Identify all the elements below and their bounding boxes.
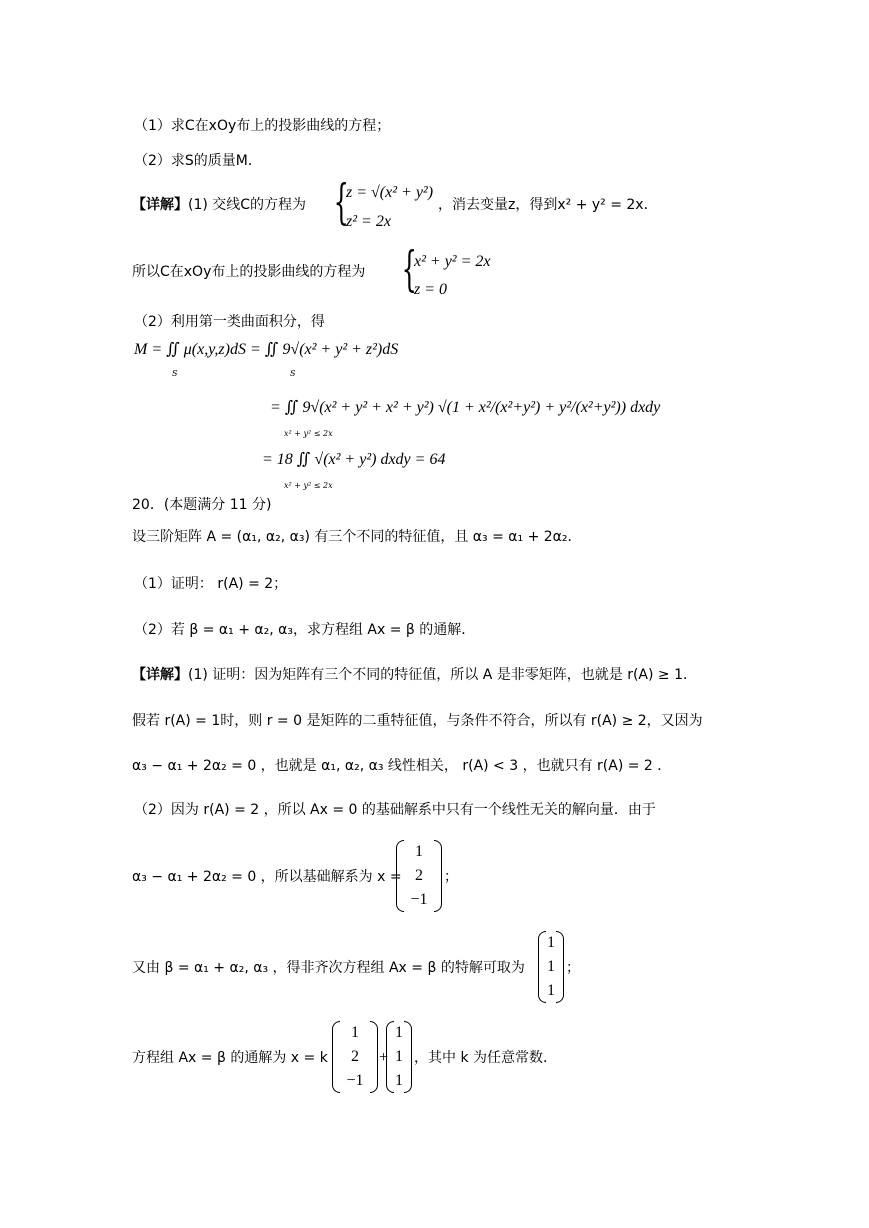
- q20-detail-label: 【详解】: [132, 667, 188, 683]
- q20-part1: （1）证明： r(A) = 2；: [134, 576, 288, 592]
- general-basis-entry-2: 2: [351, 1048, 359, 1065]
- general-particular-entry-1: 1: [395, 1024, 403, 1041]
- q19-detail1-b: ，消去变量z，得到x² + y² = 2x．: [438, 197, 658, 213]
- general-basis-entry-1: 1: [351, 1024, 359, 1041]
- q20-detail1-text: (1) 证明：因为矩阵有三个不同的特征值，所以 A 是非零矩阵，也就是 r(A) ≥ 1．: [188, 667, 698, 683]
- q19-part2-text: （2）利用第一类曲面积分，得: [134, 314, 325, 330]
- mass-formula-1: M = ∬ μ(x,y,z)dS = ∬ 9√(x² + y² + z²)dS: [134, 341, 399, 358]
- particular-vector-entry-3: 1: [547, 982, 555, 999]
- detail-label: 【详解】: [132, 197, 188, 213]
- semicolon-1: ；: [444, 869, 458, 885]
- q20-detail3: α₃ − α₁ + 2α₂ = 0 ，也就是 α₁, α₂, α₃ 线性相关， r(A) < 3 ，也就只有 r(A) = 2 ．: [132, 758, 672, 774]
- semicolon-2: ；: [566, 960, 580, 976]
- q19-part1-text: （1）求C在xOy布上的投影曲线的方程；: [134, 118, 391, 134]
- q20-detail-line1: [132, 665, 697, 685]
- system-brace: {: [333, 174, 349, 230]
- q20-detail2: 假若 r(A) = 1时，则 r = 0 是矩阵的二重特征值，与条件不符合，所以有 r(A) ≥ 2，又因为: [132, 713, 703, 729]
- q19-part1: [134, 116, 390, 136]
- q19-sys1-row2: z² = 2x: [346, 213, 391, 230]
- q20-detail5: α₃ − α₁ + 2α₂ = 0 ，所以基础解系为 x =: [132, 869, 402, 885]
- q20-detail7-b: ，其中 k 为任意常数．: [414, 1050, 558, 1066]
- plus-sign: +: [379, 1049, 389, 1066]
- q19-proj-text: 所以C在xOy布上的投影曲线的方程为: [132, 264, 366, 280]
- basis-vector-entry-1: 1: [415, 843, 423, 860]
- general-particular-entry-2: 1: [395, 1048, 403, 1065]
- mass-formula-2: = ∬ 9√(x² + y² + x² + y²) √(1 + x²/(x²+y²) + y²/(x²+y²)) dxdy: [270, 399, 661, 416]
- general-particular-entry-3: 1: [395, 1072, 403, 1089]
- region-s-2: S: [290, 369, 296, 378]
- q19-sys2-row1: x² + y² = 2x: [414, 253, 491, 270]
- system-brace-2: {: [401, 241, 417, 297]
- q19-part2-text: （2）求S的质量M．: [134, 153, 262, 169]
- particular-vector-entry-1: 1: [547, 934, 555, 951]
- q20-statement: 设三阶矩阵 A = (α₁, α₂, α₃) 有三个不同的特征值，且 α₃ = α₁ + 2α₂．: [132, 529, 582, 545]
- q20-part2: （2）若 β = α₁ + α₂, α₃，求方程组 Ax = β 的通解．: [134, 622, 476, 638]
- general-basis-entry-3: −1: [346, 1072, 364, 1089]
- general-basis-vector: [332, 1021, 378, 1093]
- q19-sys1-row1: z = √(x² + y²): [346, 184, 434, 201]
- basis-vector: [396, 840, 442, 912]
- q19-detail1-a: (1) 交线C的方程为: [188, 197, 307, 213]
- particular-vector: [538, 931, 564, 1003]
- basis-vector-entry-2: 2: [415, 867, 423, 884]
- region-s-1: S: [172, 369, 178, 378]
- q20-detail6: 又由 β = α₁ + α₂, α₃ ，得非齐次方程组 Ax = β 的特解可取为: [132, 960, 525, 976]
- region-d-2: x² + y² ≤ 2x: [284, 481, 333, 490]
- q19-part2: [134, 151, 262, 171]
- mass-formula-3: = 18 ∬ √(x² + y²) dxdy = 64: [262, 451, 446, 468]
- particular-vector-entry-2: 1: [547, 958, 555, 975]
- general-particular-vector: [386, 1021, 412, 1093]
- q19-detail-line1: [132, 195, 306, 215]
- basis-vector-entry-3: −1: [410, 891, 428, 908]
- q20-title: 20．(本题满分 11 分): [132, 497, 272, 513]
- region-d-1: x² + y² ≤ 2x: [284, 429, 333, 438]
- q20-detail7-a: 方程组 Ax = β 的通解为 x = k: [132, 1050, 328, 1066]
- q20-detail4: （2）因为 r(A) = 2 ，所以 Ax = 0 的基础解系中只有一个线性无关的解向量．由于: [134, 802, 656, 818]
- q19-sys2-row2: z = 0: [414, 281, 448, 298]
